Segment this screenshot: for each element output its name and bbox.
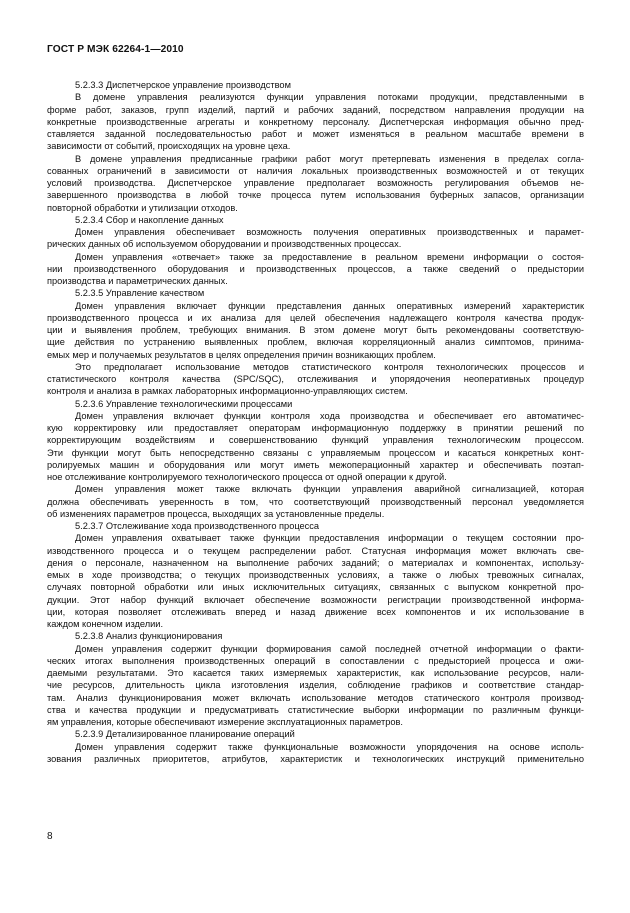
text-line: завершенного производства в любой точке процесса путем использования буферных запасов, организации — [47, 190, 584, 201]
text-line: дукции. Этот набор функций включает обеспечение возможности регистрации производственной информа- — [47, 594, 584, 605]
text-line: ям управления, которые обеспечивают измерение эксплуатационных параметров. — [47, 717, 403, 727]
text-line: Это предполагает использование методов статистического контроля технологических процессов и — [75, 361, 584, 372]
text-line: производства и параметрических данных. — [47, 276, 228, 286]
text-line: рических данных об используемом оборудовании и производственных процессах. — [47, 239, 402, 250]
text-line: изводственного процесса и о текущем распределении работ. Статусная информация может включать све- — [47, 545, 584, 556]
text-line: статистического контроля качества (SPC/SQC), отслеживания и упорядочения неоперативных процедур — [47, 374, 584, 384]
text-line: ролируемых машин и оборудования или могут иметь межоперационный характер и обеспечивать поэтап- — [47, 459, 584, 470]
text-line: производственного процесса и их анализа для целей обеспечения надлежащего контроля качества продук- — [47, 312, 584, 323]
text-line: 5.2.3.3 Диспетчерское управление производством — [75, 80, 291, 90]
text-line: должна обеспечивать уверенность в том, что соответствующий производственный персонал уведомляется — [47, 496, 584, 507]
page-header: ГОСТ Р МЭК 62264-1—2010 — [47, 44, 184, 55]
text-line: сованных ограничений в зависимости от наличия локальных производственных возможностей и от текущих — [47, 165, 584, 176]
text-line: об изменениях параметров процесса, выходящих за установленные пределы. — [47, 508, 385, 519]
text-line: ческих итогах выполнения производственных операций в сопоставлении с предысторией процесса и ожи- — [47, 655, 584, 666]
text-line: конкретные производственные агрегаты и конкретному персоналу. Диспетчерская информация обычно пред- — [47, 116, 584, 127]
text-line: Домен управления включает функции представления данных оперативных измерений характеристик — [75, 300, 584, 311]
text-line: повторной обработки и утилизации отходов. — [47, 202, 238, 213]
text-line: дения о персонале, назначенном на выполнение рабочих заданий; о материалах и компонентах, использу- — [47, 557, 584, 568]
document-body — [47, 79, 584, 765]
text-line: Домен управления может также включать функции управления аварийной сигнализацией, которая — [75, 484, 584, 495]
text-line: 5.2.3.9 Детализированное планирование операций — [75, 729, 295, 740]
text-line: случаях повторной обработки или иных исключительных ситуациях, связанных с выпуском конкретной про- — [47, 582, 584, 593]
text-line: зависимости от событий, происходящих на уровне цеха. — [47, 141, 291, 152]
text-line: даемыми результатами. Это касается таких измеряемых характеристик, как использование ресурсов, нали- — [47, 668, 584, 678]
text-line: форме работ, заказов, групп изделий, партий и рабочих заданий, посредством направления продукции на — [47, 104, 584, 115]
text-line: Домен управления содержит функции формирования самой последней отчетной информации о факти- — [75, 643, 584, 654]
text-line: Домен управления охватывает также функции предоставления информации о текущем состоянии про- — [75, 533, 584, 544]
text-line: контроля и анализа в рамках лабораторных информационно-управляющих систем. — [47, 386, 408, 397]
text-line: 5.2.3.6 Управление технологическими процессами — [75, 398, 293, 409]
text-line: 5.2.3.4 Сбор и накопление данных — [75, 214, 224, 225]
text-line: каждом конечном изделии. — [47, 619, 164, 629]
text-line: Домен управления обеспечивает возможность получения оперативных производственных и парамет- — [75, 227, 584, 237]
text-line: ства и качества продукции и предусматривать статистические выборки информации по различным функци- — [47, 704, 584, 715]
text-line: 5.2.3.5 Управление качеством — [75, 288, 205, 299]
text-line: Эти функции могут быть непосредственно связаны с управляемым процессом и касаться конкретных конт- — [47, 447, 584, 458]
text-line: корректирующим воздействиям и совершенствованию функций управления технологическим процессом. — [47, 435, 584, 446]
text-line: кую корректировку или предоставляет операторам информационную поддержку в принятии решений по — [47, 423, 584, 433]
text-line: там. Анализ функционирования может включать использование методов статического контроля производ- — [47, 692, 584, 703]
text-line: чие ресурсов, длительность цикла изготовления изделия, соблюдение графиков и соответствие стандар- — [47, 680, 584, 691]
page-number: 8 — [47, 831, 53, 842]
text-line: В домене управления предписанные графики работ могут претерпевать изменения в пределах согла- — [75, 153, 584, 164]
text-line: Домен управления содержит также функциональные возможности упорядочения на основе исполь- — [75, 741, 584, 752]
text-line: Домен управления включает функции контроля хода производства и обеспечивает его автоматичес- — [75, 410, 584, 421]
text-line: 5.2.3.8 Анализ функционирования — [75, 631, 223, 642]
text-line: ции, которая позволяет отслеживать вперед и назад движение всех компонентов и их использование в — [47, 606, 584, 617]
text-line: щие действия по устранению выявленных проблем, включая корреляционный анализ симптомов, принима- — [47, 337, 584, 348]
text-line: нии производственного оборудования и производственных процессов, а также сведений о предыстории — [47, 263, 584, 274]
text-line: ции и выявления проблем, требующих внимания. В этом домене могут быть рекомендованы соответствую- — [47, 325, 584, 335]
text-line: 5.2.3.7 Отслеживание хода производственного процесса — [75, 521, 320, 531]
text-line: ное отслеживание контролируемого технологического процесса от одной операции к другой. — [47, 472, 447, 482]
text-line: ставляется заданной последовательностью работ и может изменяться в реальном масштабе времени в — [47, 129, 584, 139]
text-line: зования различных приоритетов, атрибутов, характеристик и технологических инструкций применительно — [47, 753, 584, 764]
text-line: В домене управления реализуются функции управления потоками продукции, представленными в — [75, 92, 584, 103]
text-line: условий производства. Диспетчерское управление предполагает возможность регулирования объемов не- — [47, 178, 584, 188]
text-line: емых мер и получаемых результатов в целях определения причин возникающих проблем. — [47, 349, 436, 360]
text-line: емых в ходе производства; о текущих производственных условиях, а также о любых тревожных сигналах, — [47, 570, 584, 580]
text-line: Домен управления «отвечает» также за предоставление в реальном времени информации о состоя- — [75, 251, 584, 262]
